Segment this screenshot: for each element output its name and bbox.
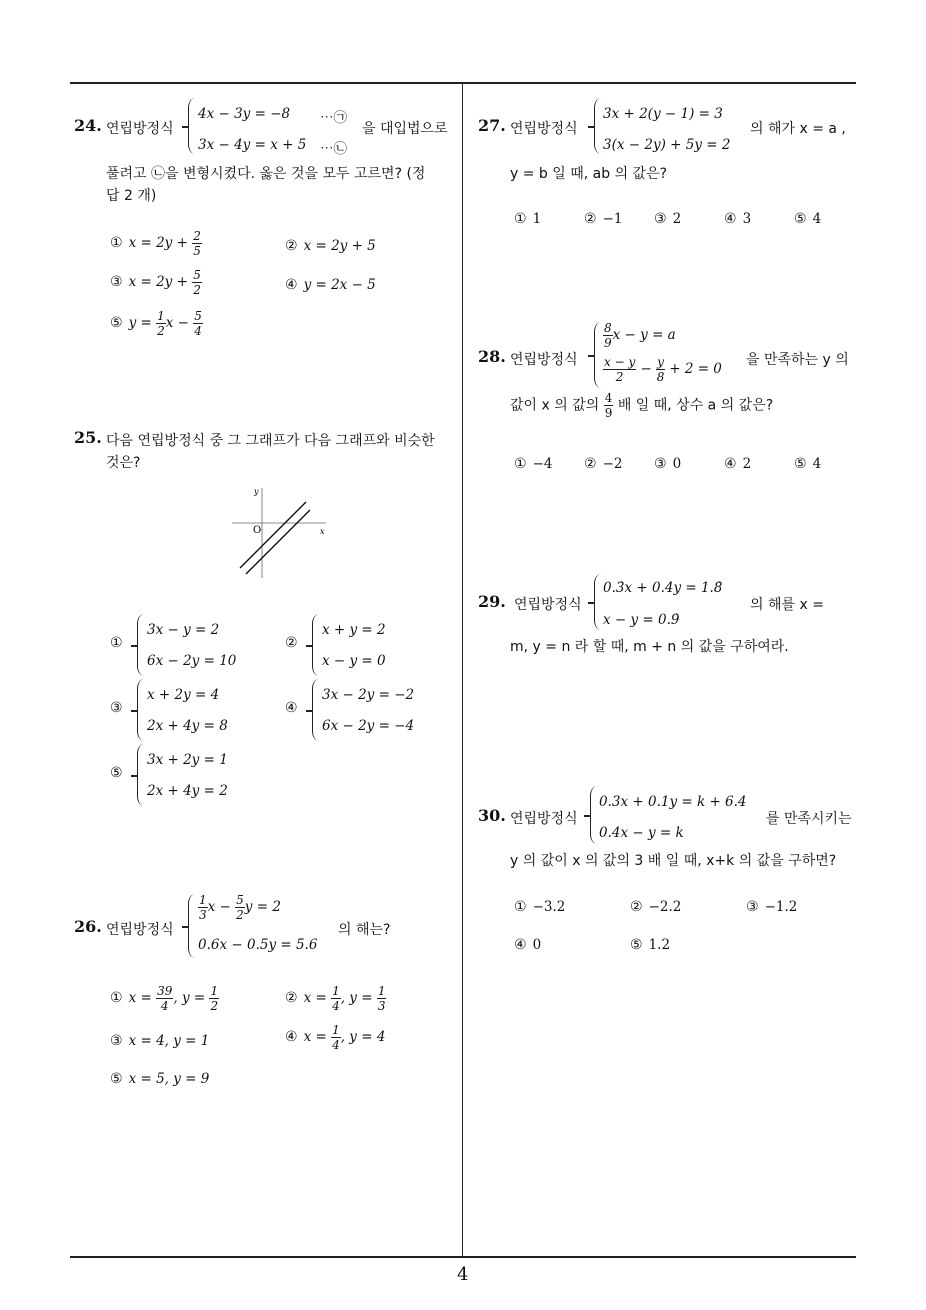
brace	[312, 679, 319, 741]
q28-eq1: $\frac{8}{9}$ x − y = a	[604, 321, 676, 350]
q29-line2: m, y = n 라 할 때, m + n 의 값을 구하여라.	[510, 639, 789, 655]
q24-eq2: 3x − 4y = x + 5	[198, 137, 307, 153]
brace	[312, 614, 319, 676]
q29-brace	[594, 574, 601, 630]
q27-option-1[interactable]: ① 1	[514, 211, 542, 227]
q24-number: 24.	[74, 116, 102, 135]
q27-option-2[interactable]: ② −1	[584, 211, 623, 227]
circle-4: ④	[285, 277, 298, 293]
q24-eq1: 4x − 3y = −8	[198, 106, 291, 122]
q24-option-1[interactable]: ① x = 2y + $\frac{2}{5}$	[110, 229, 201, 258]
brace	[137, 744, 144, 806]
q28-option-2[interactable]: ② −2	[584, 456, 623, 472]
q27-eq1: 3x + 2(y − 1) = 3	[603, 106, 723, 122]
q28-prefix: 연립방정식	[510, 352, 578, 368]
q26-option-5[interactable]: ⑤ x = 5, y = 9	[110, 1071, 210, 1087]
q29-number: 29.	[478, 592, 506, 611]
q24-line2: 풀려고 ㉡을 변형시켰다. 옳은 것을 모두 고르면? (정	[106, 166, 426, 182]
q27-prefix: 연립방정식	[510, 121, 578, 137]
q30-option-2[interactable]: ② −2.2	[630, 899, 682, 915]
q26-option-2[interactable]: ② x = $\frac{1}{4}$ , y = $\frac{1}{3}$	[285, 984, 386, 1013]
q28-suffix: 을 만족하는 y 의	[746, 352, 849, 368]
circle-2: ②	[285, 635, 298, 651]
q27-eq2: 3(x − 2y) + 5y = 2	[603, 137, 731, 153]
fraction: $\frac{5}{2}$	[193, 268, 201, 297]
circle-4: ④	[285, 700, 298, 716]
q30-eq1: 0.3x + 0.1y = k + 6.4	[599, 794, 747, 810]
q30-brace	[590, 786, 597, 844]
brace	[137, 614, 144, 676]
q27-number: 27.	[478, 116, 506, 135]
circle-5: ⑤	[110, 765, 123, 781]
q24-option-2[interactable]: ② x = 2y + 5	[285, 238, 376, 254]
q24-option-5[interactable]: ⑤ y = $\frac{1}{2}$ x − $\frac{5}{4}$	[110, 309, 202, 338]
q26-number: 26.	[74, 917, 102, 936]
q29-suffix: 의 해를 x =	[750, 597, 824, 613]
q26-eq1: $\frac{1}{3}$ x − $\frac{5}{2}$ y = 2	[199, 893, 281, 922]
q27-option-4[interactable]: ④ 3	[724, 211, 752, 227]
q28-option-5[interactable]: ⑤ 4	[794, 456, 822, 472]
fraction: $\frac{2}{5}$	[193, 229, 201, 258]
circle-3: ③	[110, 274, 123, 290]
q25-line1: 다음 연립방정식 중 그 그래프가 다음 그래프와 비슷한	[106, 433, 435, 449]
q24-option-3[interactable]: ③ x = 2y + $\frac{5}{2}$	[110, 268, 201, 297]
q28-eq2: $\frac{x - y}{2}$ − $\frac{y}{8}$ + 2 = 0	[604, 355, 722, 384]
q30-prefix: 연립방정식	[510, 811, 578, 827]
q26-option-1[interactable]: ① x = $\frac{39}{4}$ , y = $\frac{1}{2}$	[110, 984, 219, 1013]
q27-option-3[interactable]: ③ 2	[654, 211, 682, 227]
circle-3: ③	[110, 700, 123, 716]
q30-line2: y 의 값이 x 의 값의 3 배 일 때, x+k 의 값을 구하면?	[510, 853, 837, 869]
q28-option-4[interactable]: ④ 2	[724, 456, 752, 472]
q30-suffix: 를 만족시키는	[766, 811, 852, 827]
q30-option-4[interactable]: ④ 0	[514, 937, 542, 953]
q24-option-4[interactable]: ④ y = 2x − 5	[285, 277, 376, 293]
q30-eq2: 0.4x − y = k	[599, 825, 684, 841]
bottom-rule	[70, 1256, 856, 1258]
q29-eq2: x − y = 0.9̇	[603, 612, 680, 628]
q25-graph	[228, 482, 338, 582]
fraction: $\frac{1}{2}$	[157, 309, 165, 338]
q28-option-1[interactable]: ① −4	[514, 456, 553, 472]
q26-brace	[188, 894, 195, 958]
q24-line3: 답 2 개)	[106, 188, 157, 204]
q28-line2: 값이 x 의 값의 $\frac{4}{9}$ 배 일 때, 상수 a 의 값은?	[510, 391, 774, 420]
fraction: $\frac{5}{4}$	[194, 309, 202, 338]
q27-line2: y = b 일 때, ab 의 값은?	[510, 166, 668, 182]
q24-suffix: 을 대입법으로	[362, 121, 448, 137]
q30-option-3[interactable]: ③ −1.2	[746, 899, 798, 915]
q27-option-5[interactable]: ⑤ 4	[794, 211, 822, 227]
page-number: 4	[457, 1264, 469, 1285]
q26-option-3[interactable]: ③ x = 4, y = 1	[110, 1033, 210, 1049]
brace	[137, 679, 144, 741]
q29-eq1: 0.3̇x + 0.4̇y = 1.8̇	[603, 580, 723, 596]
q29-prefix: 연립방정식	[514, 597, 582, 613]
circle-1: ①	[110, 635, 123, 651]
q25-number: 25.	[74, 428, 102, 447]
q30-number: 30.	[478, 806, 506, 825]
q27-brace	[594, 98, 601, 154]
q28-option-3[interactable]: ③ 0	[654, 456, 682, 472]
q25-line2: 것은?	[106, 455, 141, 471]
q26-option-4[interactable]: ④ x = $\frac{1}{4}$ , y = 4	[285, 1023, 386, 1052]
q24-brace	[188, 98, 195, 154]
q24-eq1-tag: ⋯㉠	[320, 110, 347, 126]
q26-suffix: 의 해는?	[338, 922, 391, 938]
column-divider	[462, 83, 463, 1257]
circle-5: ⑤	[110, 315, 123, 331]
q26-prefix: 연립방정식	[106, 922, 174, 938]
graph-y-label: y	[254, 487, 259, 496]
q26-eq2: 0.6x − 0.5y = 5.6	[198, 937, 318, 953]
graph-x-label: x	[320, 527, 325, 536]
circle-2: ②	[285, 238, 298, 254]
q28-number: 28.	[478, 347, 506, 366]
q27-suffix: 의 해가 x = a ,	[750, 121, 846, 137]
q28-brace	[594, 322, 601, 388]
graph-origin: O	[253, 525, 262, 536]
q30-option-5[interactable]: ⑤ 1.2	[630, 937, 671, 953]
q30-option-1[interactable]: ① −3.2	[514, 899, 566, 915]
q24-prefix: 연립방정식	[106, 121, 174, 137]
circle-1: ①	[110, 235, 123, 251]
q24-eq2-tag: ⋯㉡	[320, 141, 347, 157]
